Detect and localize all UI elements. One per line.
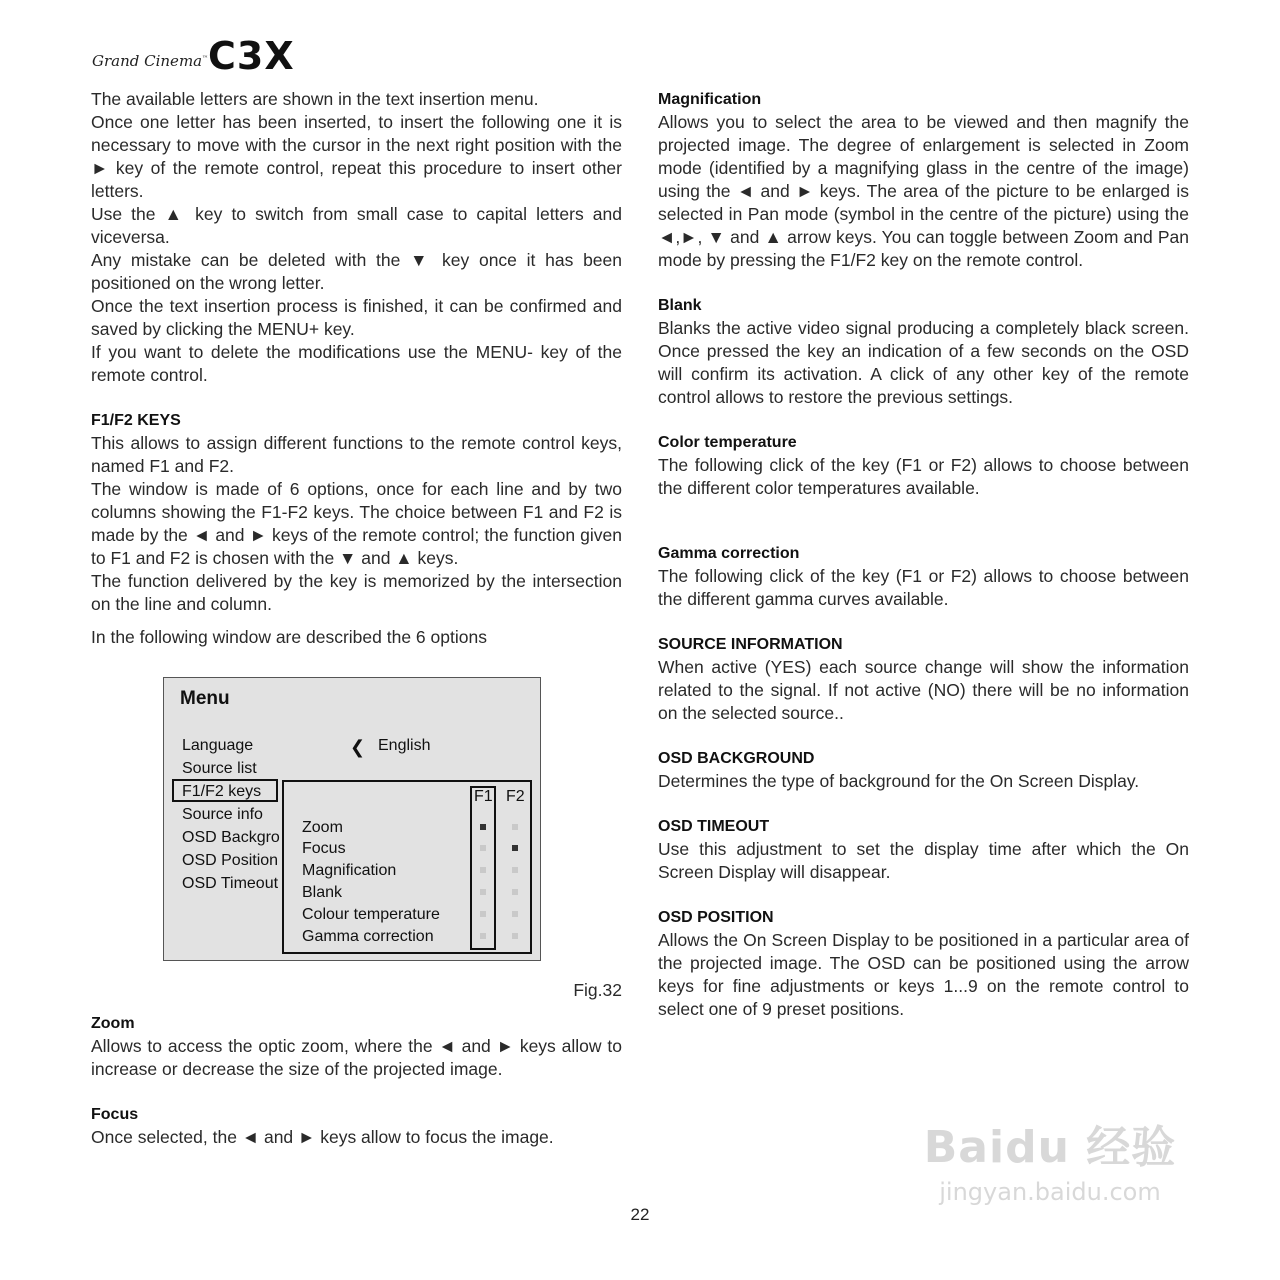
watermark-url: jingyan.baidu.com: [939, 1178, 1161, 1206]
f1-marker-blank: [480, 889, 486, 895]
blank-heading: Blank: [658, 297, 702, 314]
f1-column-header: F1: [474, 788, 493, 805]
osd-timeout-text: Use this adjustment to set the display time after which the On Screen Display will disappear.: [658, 839, 1189, 882]
option-focus: Focus: [302, 840, 346, 857]
menu-item-source-info: Source info: [182, 806, 263, 823]
osd-timeout-heading: OSD TIMEOUT: [658, 818, 770, 835]
intro-line-2: Once one letter has been inserted, to insert the following one it is necessary to move with the cursor in the next right position with the ► key of the remote control, repeat this procedure to insert other letters.: [91, 112, 622, 201]
menu-item-osd-timeout: OSD Timeout: [182, 875, 279, 892]
osd-background-text: Determines the type of background for the On Screen Display.: [658, 771, 1140, 791]
f2-marker-gamma-correction: [512, 933, 518, 939]
source-information-heading: SOURCE INFORMATION: [658, 636, 843, 653]
f1-marker-magnification: [480, 867, 486, 873]
f2-marker-blank: [512, 889, 518, 895]
gamma-correction-heading: Gamma correction: [658, 545, 800, 562]
focus-text: Once selected, the ◄ and ► keys allow to focus the image.: [91, 1127, 554, 1147]
option-gamma-correction: Gamma correction: [302, 928, 434, 945]
intro-line-5: Once the text insertion process is finished, it can be confirmed and saved by clicking the MENU+ key.: [91, 296, 622, 339]
window-intro: In the following window are described the 6 options: [91, 627, 487, 647]
f2-marker-zoom: [512, 824, 518, 830]
logo-brand: C3X: [208, 34, 295, 78]
intro-line-1: The available letters are shown in the text insertion menu.: [91, 89, 539, 109]
figure-caption: Fig.32: [573, 980, 622, 1000]
f1f2-paragraph-1: This allows to assign different functions to the remote control keys, named F1 and F2.: [91, 433, 622, 476]
f1f2-submenu: [282, 780, 532, 954]
f2-marker-magnification: [512, 867, 518, 873]
zoom-text: Allows to access the optic zoom, where the ◄ and ► keys allow to increase or decrease the size of the projected image.: [91, 1036, 622, 1079]
gamma-correction-text: The following click of the key (F1 or F2) allows to choose between the different gamma curves available.: [658, 566, 1189, 609]
menu-item-osd-background: OSD Backgro: [182, 829, 280, 846]
osd-background-heading: OSD BACKGROUND: [658, 750, 815, 767]
color-temperature-text: The following click of the key (F1 or F2) allows to choose between the different color temperatures available.: [658, 455, 1189, 498]
menu-item-f1f2-keys: F1/F2 keys: [182, 783, 262, 800]
option-colour-temperature: Colour temperature: [302, 906, 440, 923]
f1f2-heading: F1/F2 KEYS: [91, 412, 181, 429]
intro-line-4: Any mistake can be deleted with the ▼ key once it has been positioned on the wrong letter.: [91, 250, 622, 293]
blank-text: Blanks the active video signal producing a completely black screen. Once pressed the key an indication of a few seconds on the OSD will confirm its activation. A click of any other key of the remote control allows to restore the previous settings.: [658, 318, 1189, 407]
menu-item-osd-position: OSD Position: [182, 852, 279, 869]
f2-marker-colour-temperature: [512, 911, 518, 917]
f1-marker-zoom: [480, 824, 486, 830]
f1-marker-colour-temperature: [480, 911, 486, 917]
logo-script: Grand Cinema™: [92, 52, 209, 70]
language-value: English: [378, 737, 431, 754]
menu-item-language: Language: [182, 737, 254, 754]
f1f2-paragraph-2: The window is made of 6 options, once for each line and by two columns showing the F1-F2 keys. The choice between F1 and F2 is made by the ◄ and ► keys of the remote control; the function given to F1 and F2 is chosen with the ▼ and ▲ keys.: [91, 479, 622, 568]
intro-line-6: If you want to delete the modifications use the MENU- key of the remote control.: [91, 342, 622, 385]
f1-marker-focus: [480, 845, 486, 851]
osd-menu-figure: [163, 677, 541, 961]
right-column: [658, 88, 1189, 1021]
osd-position-heading: OSD POSITION: [658, 909, 774, 926]
chevron-left-icon: ❮: [350, 737, 366, 757]
option-zoom: Zoom: [302, 819, 343, 836]
focus-heading: Focus: [91, 1106, 139, 1123]
f2-marker-focus: [512, 845, 518, 851]
f1f2-paragraph-3: The function delivered by the key is memorized by the intersection on the line and column.: [91, 571, 622, 614]
page-number: 22: [630, 1205, 650, 1224]
watermark-logo: Baidu 经验: [923, 1122, 1177, 1173]
magnification-text: Allows you to select the area to be viewed and then magnify the projected image. The degree of enlargement is selected in Zoom mode (identified by a magnifying glass in the centre of the image) using the ◄ and ► keys. The area of the picture to be enlarged is selected in Pan mode (symbol in the centre of the picture) using the ◄,►, ▼ and ▲ arrow keys. You can toggle between Zoom and Pan mode by pressing the F1/F2 key on the remote control.: [658, 112, 1189, 270]
source-information-text: When active (YES) each source change will show the information related to the signal. If not active (NO) there will be no information on the selected source..: [658, 657, 1189, 723]
zoom-heading: Zoom: [91, 1015, 135, 1032]
osd-position-text: Allows the On Screen Display to be positioned in a particular area of the projected image. The OSD can be positioned using the arrow keys for fine adjustments or keys 1...9 on the remote control to select one of 9 preset positions.: [658, 930, 1189, 1019]
menu-item-source-list: Source list: [182, 760, 257, 777]
magnification-heading: Magnification: [658, 91, 762, 108]
f2-column-header: F2: [506, 788, 525, 805]
f1-marker-gamma-correction: [480, 933, 486, 939]
intro-line-3: Use the ▲ key to switch from small case to capital letters and viceversa.: [91, 204, 622, 247]
left-column: [91, 88, 622, 1149]
menu-title: Menu: [180, 688, 230, 709]
color-temperature-heading: Color temperature: [658, 434, 797, 451]
option-blank: Blank: [302, 884, 343, 901]
option-magnification: Magnification: [302, 862, 397, 879]
